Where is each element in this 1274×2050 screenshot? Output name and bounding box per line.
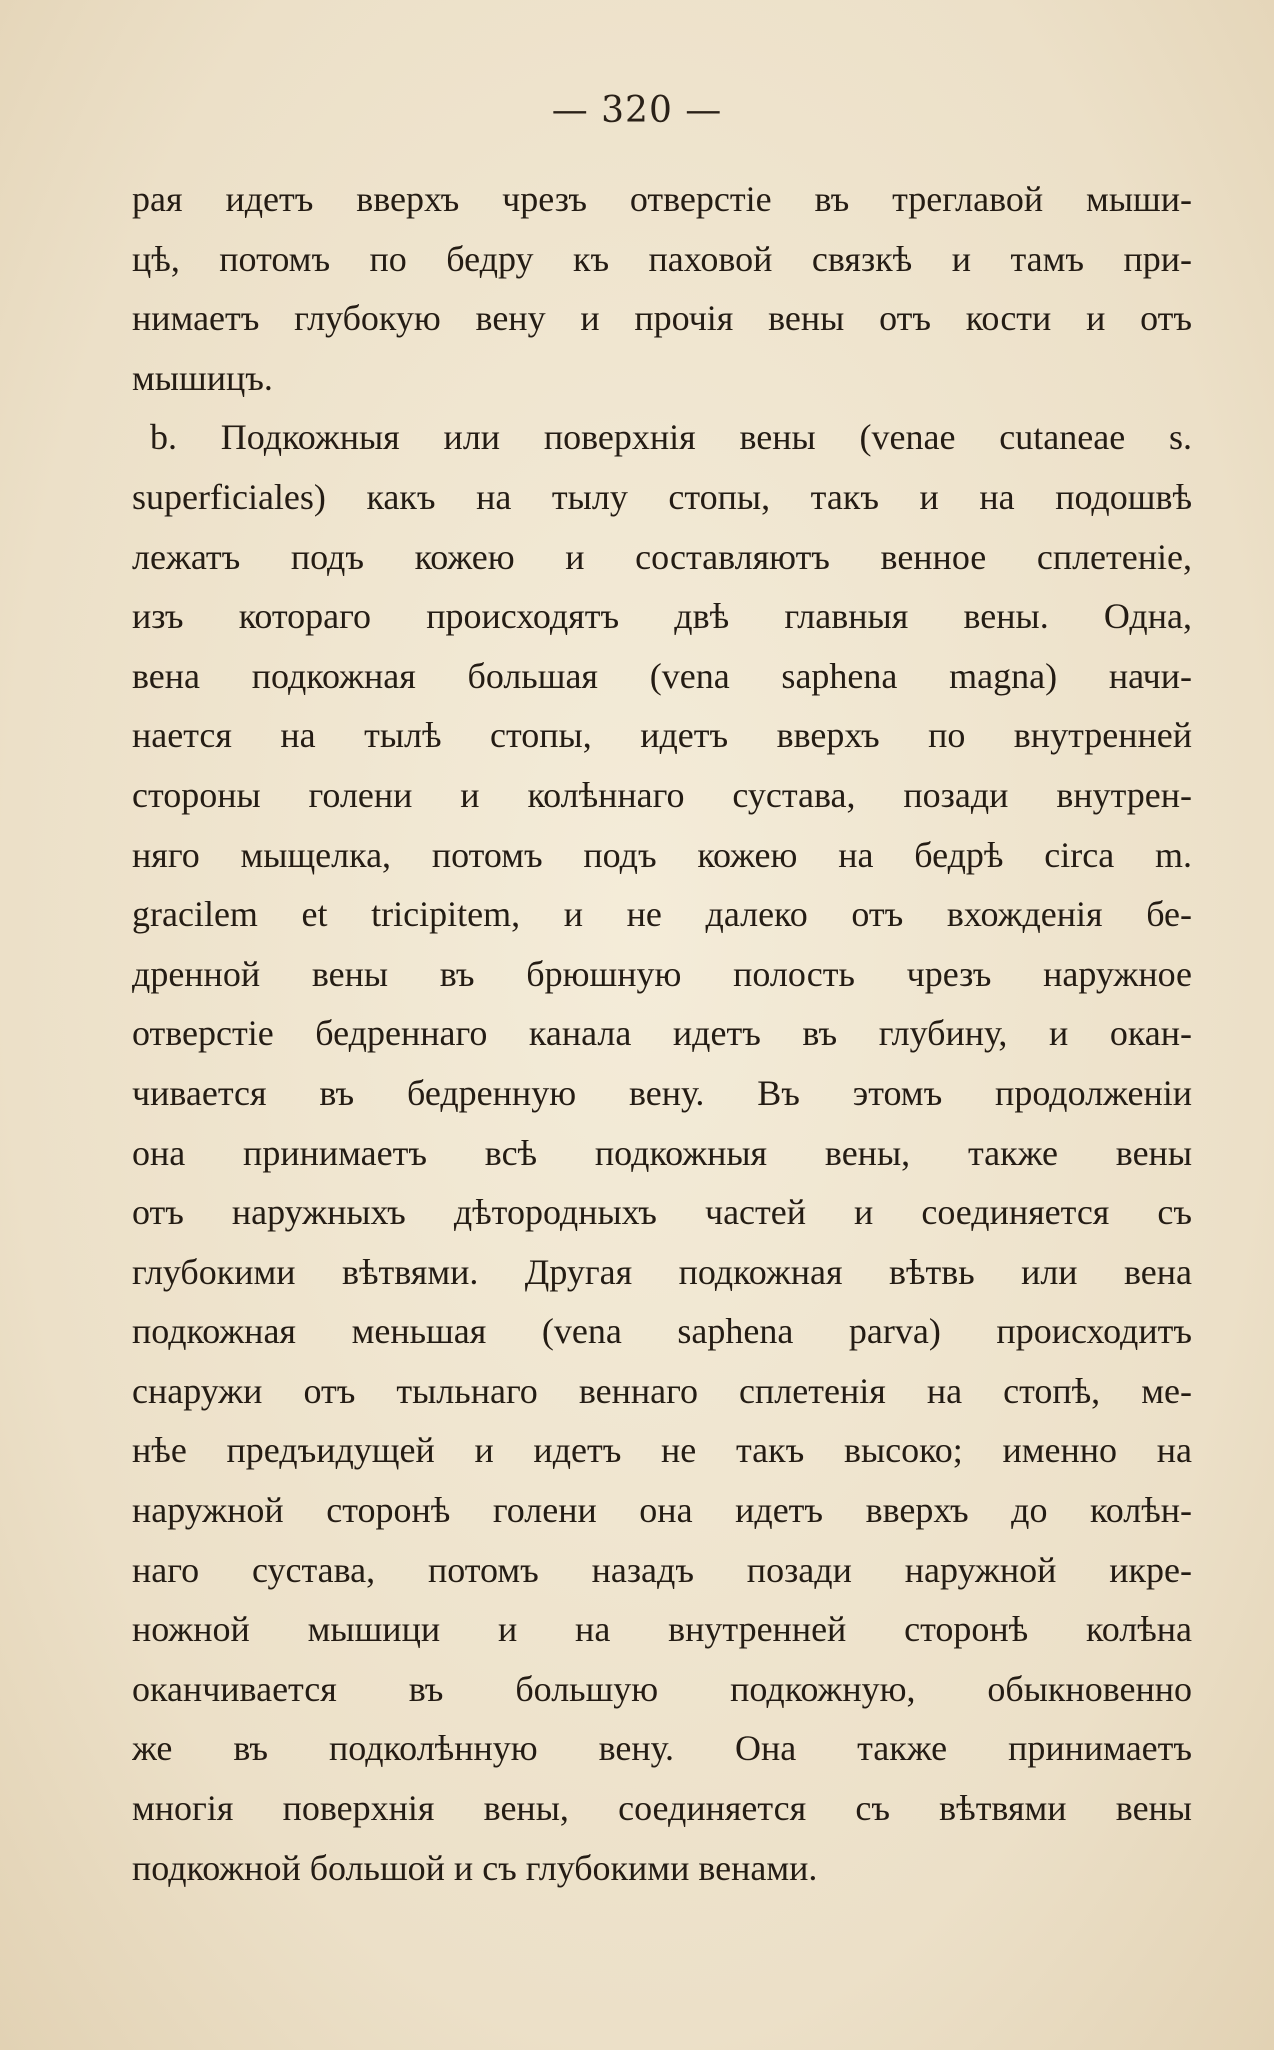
text-line: няго мыщелка, потомъ подъ кожею на бедрѣ circa m. <box>132 834 1192 875</box>
text-line: gracilem et tricipitem, и не далеко отъ вхожденія бе- <box>132 894 1192 935</box>
text-line: она принимаетъ всѣ подкожныя вены, также вены <box>132 1132 1192 1173</box>
text-line: дренной вены въ брюшную полость чрезъ наружное <box>132 953 1192 994</box>
text-line: нѣе предъидущей и идетъ не такъ высоко; именно на <box>132 1430 1192 1471</box>
body-text <box>132 170 1192 1898</box>
text-line: глубокими вѣтвями. Другая подкожная вѣтвь или вена <box>132 1251 1192 1292</box>
text-line: цѣ, потомъ по бедру къ паховой связкѣ и тамъ при- <box>132 238 1192 279</box>
page-number: — 320 — <box>551 90 723 131</box>
text-line: чивается въ бедренную вену. Въ этомъ продолженіи <box>132 1072 1192 1113</box>
text-line: оканчивается въ большую подкожную, обыкновенно <box>132 1668 1192 1709</box>
text-line: подкожной большой и съ глубокими венами. <box>132 1847 818 1888</box>
text-line: мышицъ. <box>132 357 273 398</box>
text-line: отъ наружныхъ дѣтородныхъ частей и соединяется съ <box>132 1192 1192 1233</box>
text-line: снаружи отъ тыльнаго веннаго сплетенія на стопѣ, ме- <box>132 1370 1192 1411</box>
text-line: стороны голени и колѣннаго сустава, позади внутрен- <box>132 774 1192 815</box>
text-line: нимаетъ глубокую вену и прочія вены отъ кости и отъ <box>132 298 1192 339</box>
text-line: изъ котораго происходятъ двѣ главныя вены. Одна, <box>132 596 1192 637</box>
text-line: отверстіе бедреннаго канала идетъ въ глубину, и окан- <box>132 1013 1192 1054</box>
text-line: же въ подколѣнную вену. Она также принимаетъ <box>132 1728 1192 1769</box>
text-line: рая идетъ вверхъ чрезъ отверстіе въ треглавой мыши- <box>132 179 1192 219</box>
text-line: b. Подкожныя или поверхнія вены (venae cutaneae s. <box>150 417 1192 458</box>
text-line: наго сустава, потомъ назадъ позади наружной икре- <box>132 1549 1192 1590</box>
text-line: вена подкожная большая (vena saphena magna) начи- <box>132 655 1192 696</box>
text-line: нается на тылѣ стопы, идетъ вверхъ по внутренней <box>132 715 1192 756</box>
text-line: superficiales) какъ на тылу стопы, такъ и на подошвѣ <box>132 476 1192 517</box>
text-line: многія поверхнія вены, соединяется съ вѣтвями вены <box>132 1788 1192 1829</box>
text-line: подкожная меньшая (vena saphena parva) происходитъ <box>132 1311 1192 1352</box>
text-line: лежатъ подъ кожею и составляютъ венное сплетеніе, <box>132 536 1192 577</box>
text-line: наружной сторонѣ голени она идетъ вверхъ до колѣн- <box>132 1490 1192 1531</box>
text-line: ножной мышици и на внутренней сторонѣ колѣна <box>132 1609 1192 1650</box>
